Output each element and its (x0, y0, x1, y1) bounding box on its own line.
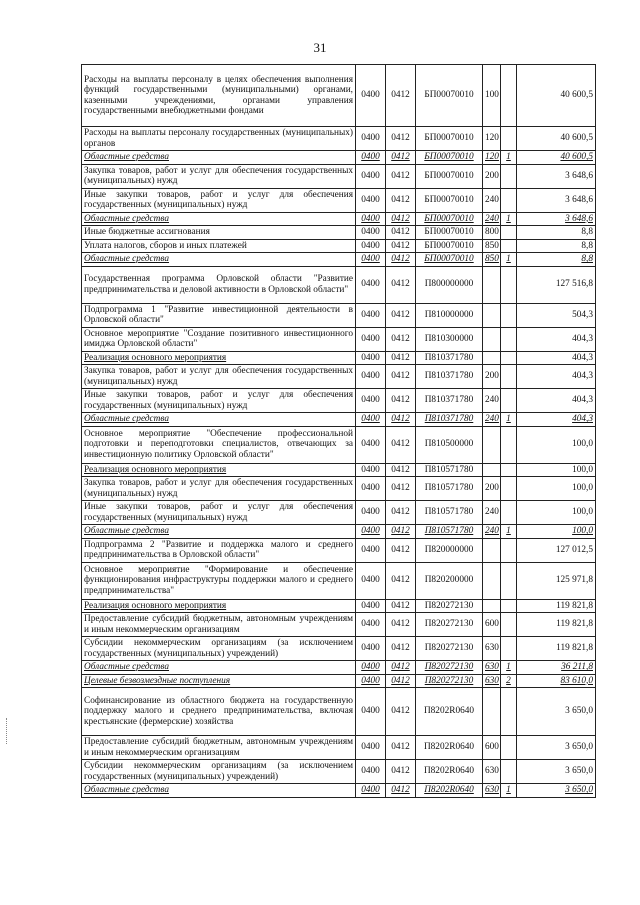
row-name: Иные закупки товаров, работ и услуг для обеспечения государственных (муниципальных) нужд (82, 188, 356, 212)
row-subsection-code: 0412 (386, 351, 416, 365)
row-section-code: 0400 (356, 327, 386, 351)
row-funding-source (501, 736, 517, 760)
row-expense-type: 240 (483, 501, 501, 525)
row-expense-type (483, 562, 501, 599)
row-section-code: 0400 (356, 226, 386, 240)
row-name: Целевые безвозмездные поступления (82, 674, 356, 688)
row-funding-source (501, 389, 517, 413)
row-name: Областные средства (82, 525, 356, 539)
row-funding-source (501, 562, 517, 599)
row-funding-source (501, 188, 517, 212)
row-name: Иные закупки товаров, работ и услуг для обеспечения государственных (муниципальных) нужд (82, 501, 356, 525)
row-expense-type: 600 (483, 613, 501, 637)
row-expense-type: 600 (483, 736, 501, 760)
table-row (82, 365, 596, 389)
row-amount: 119 821,8 (517, 613, 596, 637)
row-funding-source (501, 613, 517, 637)
row-subsection-code: 0412 (386, 613, 416, 637)
row-amount: 125 971,8 (517, 562, 596, 599)
row-section-code: 0400 (356, 212, 386, 226)
row-expense-type (483, 426, 501, 463)
row-target-article: П810571780 (416, 477, 483, 501)
table-row (82, 164, 596, 188)
table-row (82, 661, 596, 675)
row-amount: 8,8 (517, 239, 596, 253)
row-expense-type: 200 (483, 477, 501, 501)
row-subsection-code: 0412 (386, 151, 416, 165)
row-expense-type: 630 (483, 637, 501, 661)
row-target-article: БП00070010 (416, 239, 483, 253)
row-funding-source (501, 760, 517, 784)
row-name: Государственная программа Орловской области "Развитие предпринимательства и деловой активности в Орловской области" (82, 266, 356, 303)
row-expense-type: 200 (483, 365, 501, 389)
row-amount: 100,0 (517, 463, 596, 477)
row-subsection-code: 0412 (386, 661, 416, 675)
row-target-article: П820272130 (416, 613, 483, 637)
row-subsection-code: 0412 (386, 501, 416, 525)
row-name: Реализация основного мероприятия (82, 351, 356, 365)
row-amount: 504,3 (517, 303, 596, 327)
row-target-article: П820200000 (416, 562, 483, 599)
row-amount: 404,3 (517, 327, 596, 351)
table-row (82, 688, 596, 736)
row-name: Иные бюджетные ассигнования (82, 226, 356, 240)
row-subsection-code: 0412 (386, 674, 416, 688)
table-row (82, 239, 596, 253)
row-subsection-code: 0412 (386, 389, 416, 413)
row-name: Областные средства (82, 661, 356, 675)
row-amount: 3 650,0 (517, 760, 596, 784)
row-section-code: 0400 (356, 538, 386, 562)
row-target-article: БП00070010 (416, 164, 483, 188)
row-amount: 404,3 (517, 365, 596, 389)
row-name: Областные средства (82, 413, 356, 427)
row-section-code: 0400 (356, 637, 386, 661)
row-amount: 3 650,0 (517, 736, 596, 760)
row-target-article: П810500000 (416, 426, 483, 463)
row-subsection-code: 0412 (386, 760, 416, 784)
row-amount: 40 600,5 (517, 127, 596, 151)
row-section-code: 0400 (356, 389, 386, 413)
table-row (82, 327, 596, 351)
row-funding-source (501, 266, 517, 303)
table-row (82, 637, 596, 661)
row-subsection-code: 0412 (386, 426, 416, 463)
row-subsection-code: 0412 (386, 127, 416, 151)
row-funding-source (501, 65, 517, 127)
row-expense-type: 240 (483, 389, 501, 413)
table-row (82, 212, 596, 226)
row-expense-type (483, 303, 501, 327)
row-section-code: 0400 (356, 599, 386, 613)
row-name: Софинансирование из областного бюджета на государственную поддержку малого и среднего предпринимательства, включая крестьянские (фермерские) хозяйства (82, 688, 356, 736)
row-expense-type (483, 688, 501, 736)
row-funding-source: 1 (501, 212, 517, 226)
row-subsection-code: 0412 (386, 239, 416, 253)
table-row (82, 351, 596, 365)
row-target-article: П820000000 (416, 538, 483, 562)
table-row (82, 501, 596, 525)
row-subsection-code: 0412 (386, 253, 416, 267)
row-name: Основное мероприятие "Формирование и обеспечение функционирования инфраструктуры поддержки малого и среднего предпринимательства" (82, 562, 356, 599)
row-section-code: 0400 (356, 463, 386, 477)
budget-table-body (82, 65, 596, 798)
row-section-code: 0400 (356, 426, 386, 463)
row-section-code: 0400 (356, 65, 386, 127)
row-subsection-code: 0412 (386, 525, 416, 539)
row-subsection-code: 0412 (386, 463, 416, 477)
row-funding-source (501, 538, 517, 562)
row-name: Предоставление субсидий бюджетным, автономным учреждениям и иным некоммерческим организациям (82, 736, 356, 760)
row-amount: 100,0 (517, 477, 596, 501)
row-section-code: 0400 (356, 562, 386, 599)
row-funding-source: 1 (501, 413, 517, 427)
row-target-article: БП00070010 (416, 65, 483, 127)
row-funding-source (501, 327, 517, 351)
row-subsection-code: 0412 (386, 303, 416, 327)
table-row (82, 127, 596, 151)
row-subsection-code: 0412 (386, 212, 416, 226)
table-row (82, 266, 596, 303)
table-row (82, 188, 596, 212)
row-section-code: 0400 (356, 164, 386, 188)
row-expense-type (483, 463, 501, 477)
row-name: Закупка товаров, работ и услуг для обеспечения государственных (муниципальных) нужд (82, 477, 356, 501)
row-funding-source: 1 (501, 525, 517, 539)
row-section-code: 0400 (356, 760, 386, 784)
row-name: Расходы на выплаты персоналу в целях обеспечения выполнения функций государственными (муниципальными) органами, казенными учреждениями, органами управления государственными внебюджетными фондами (82, 65, 356, 127)
row-funding-source (501, 637, 517, 661)
table-row (82, 65, 596, 127)
row-funding-source: 1 (501, 784, 517, 798)
row-funding-source: 1 (501, 661, 517, 675)
row-funding-source (501, 164, 517, 188)
row-section-code: 0400 (356, 613, 386, 637)
row-subsection-code: 0412 (386, 562, 416, 599)
row-section-code: 0400 (356, 661, 386, 675)
table-row (82, 477, 596, 501)
row-subsection-code: 0412 (386, 365, 416, 389)
row-amount: 119 821,8 (517, 599, 596, 613)
table-row (82, 784, 596, 798)
table-row (82, 599, 596, 613)
table-row (82, 613, 596, 637)
row-target-article: П810371780 (416, 413, 483, 427)
row-funding-source (501, 688, 517, 736)
row-subsection-code: 0412 (386, 327, 416, 351)
table-row (82, 413, 596, 427)
row-name: Основное мероприятие "Создание позитивного инвестиционного имиджа Орловской области" (82, 327, 356, 351)
row-funding-source (501, 127, 517, 151)
row-name: Областные средства (82, 253, 356, 267)
row-amount: 3 650,0 (517, 688, 596, 736)
row-section-code: 0400 (356, 736, 386, 760)
row-section-code: 0400 (356, 688, 386, 736)
table-row (82, 226, 596, 240)
row-target-article: П810571780 (416, 463, 483, 477)
row-expense-type: 240 (483, 413, 501, 427)
row-target-article: П820272130 (416, 661, 483, 675)
row-expense-type: 120 (483, 151, 501, 165)
row-amount: 36 211,8 (517, 661, 596, 675)
table-row (82, 426, 596, 463)
row-section-code: 0400 (356, 477, 386, 501)
row-section-code: 0400 (356, 365, 386, 389)
row-subsection-code: 0412 (386, 538, 416, 562)
table-row (82, 303, 596, 327)
row-section-code: 0400 (356, 303, 386, 327)
row-name: Областные средства (82, 151, 356, 165)
row-name: Реализация основного мероприятия (82, 463, 356, 477)
row-name: Основное мероприятие "Обеспечение профессиональной подготовки и переподготовки специалистов, отвечающих за инвестиционную политику Орловской области" (82, 426, 356, 463)
row-expense-type: 240 (483, 525, 501, 539)
row-target-article: П810371780 (416, 365, 483, 389)
table-row (82, 151, 596, 165)
row-target-article: П8202R0640 (416, 736, 483, 760)
row-amount: 8,8 (517, 253, 596, 267)
row-expense-type: 630 (483, 784, 501, 798)
row-section-code: 0400 (356, 188, 386, 212)
row-funding-source (501, 463, 517, 477)
row-expense-type: 630 (483, 674, 501, 688)
row-target-article: П8202R0640 (416, 760, 483, 784)
table-row (82, 463, 596, 477)
row-funding-source (501, 226, 517, 240)
row-amount: 3 650,0 (517, 784, 596, 798)
row-target-article: БП00070010 (416, 253, 483, 267)
row-funding-source (501, 426, 517, 463)
row-expense-type: 100 (483, 65, 501, 127)
row-subsection-code: 0412 (386, 688, 416, 736)
row-expense-type (483, 351, 501, 365)
row-amount: 40 600,5 (517, 151, 596, 165)
row-expense-type (483, 599, 501, 613)
row-target-article: БП00070010 (416, 188, 483, 212)
row-target-article: П810371780 (416, 351, 483, 365)
row-funding-source (501, 599, 517, 613)
row-name: Иные закупки товаров, работ и услуг для обеспечения государственных (муниципальных) нужд (82, 389, 356, 413)
row-subsection-code: 0412 (386, 188, 416, 212)
table-row (82, 562, 596, 599)
row-expense-type (483, 266, 501, 303)
row-target-article: БП00070010 (416, 151, 483, 165)
table-row (82, 736, 596, 760)
row-target-article: П810300000 (416, 327, 483, 351)
row-section-code: 0400 (356, 351, 386, 365)
row-funding-source (501, 477, 517, 501)
row-expense-type (483, 327, 501, 351)
row-expense-type (483, 538, 501, 562)
row-amount: 3 648,6 (517, 164, 596, 188)
row-section-code: 0400 (356, 151, 386, 165)
row-subsection-code: 0412 (386, 266, 416, 303)
row-subsection-code: 0412 (386, 736, 416, 760)
row-amount: 404,3 (517, 413, 596, 427)
row-subsection-code: 0412 (386, 164, 416, 188)
row-section-code: 0400 (356, 127, 386, 151)
row-section-code: 0400 (356, 266, 386, 303)
row-expense-type: 850 (483, 253, 501, 267)
table-row (82, 389, 596, 413)
row-expense-type: 240 (483, 212, 501, 226)
row-name: Реализация основного мероприятия (82, 599, 356, 613)
row-target-article: П800000000 (416, 266, 483, 303)
row-amount: 119 821,8 (517, 637, 596, 661)
row-amount: 100,0 (517, 426, 596, 463)
row-name: Уплата налогов, сборов и иных платежей (82, 239, 356, 253)
row-section-code: 0400 (356, 501, 386, 525)
row-subsection-code: 0412 (386, 65, 416, 127)
row-name: Подпрограмма 1 "Развитие инвестиционной деятельности в Орловской области" (82, 303, 356, 327)
row-target-article: П810571780 (416, 525, 483, 539)
row-target-article: П820272130 (416, 637, 483, 661)
row-section-code: 0400 (356, 413, 386, 427)
row-target-article: П820272130 (416, 674, 483, 688)
row-target-article: БП00070010 (416, 127, 483, 151)
budget-table (81, 64, 596, 798)
row-name: Субсидии некоммерческим организациям (за исключением государственных (муниципальных) учреждений) (82, 637, 356, 661)
row-amount: 40 600,5 (517, 65, 596, 127)
margin-scan-marks (6, 718, 11, 744)
row-subsection-code: 0412 (386, 784, 416, 798)
row-funding-source (501, 365, 517, 389)
row-name: Предоставление субсидий бюджетным, автономным учреждениям и иным некоммерческим организациям (82, 613, 356, 637)
row-amount: 404,3 (517, 351, 596, 365)
page-number: 31 (313, 40, 327, 55)
row-expense-type: 630 (483, 661, 501, 675)
row-name: Расходы на выплаты персоналу государственных (муниципальных) органов (82, 127, 356, 151)
row-amount: 100,0 (517, 501, 596, 525)
row-expense-type: 850 (483, 239, 501, 253)
row-target-article: П810000000 (416, 303, 483, 327)
row-expense-type: 630 (483, 760, 501, 784)
row-target-article: П810371780 (416, 389, 483, 413)
row-target-article: П820272130 (416, 599, 483, 613)
row-name: Областные средства (82, 784, 356, 798)
row-name: Закупка товаров, работ и услуг для обеспечения государственных (муниципальных) нужд (82, 164, 356, 188)
row-funding-source: 1 (501, 151, 517, 165)
row-subsection-code: 0412 (386, 599, 416, 613)
row-funding-source: 2 (501, 674, 517, 688)
row-expense-type: 800 (483, 226, 501, 240)
row-expense-type: 240 (483, 188, 501, 212)
row-section-code: 0400 (356, 674, 386, 688)
row-name: Закупка товаров, работ и услуг для обеспечения государственных (муниципальных) нужд (82, 365, 356, 389)
row-funding-source (501, 501, 517, 525)
row-amount: 127 516,8 (517, 266, 596, 303)
row-section-code: 0400 (356, 784, 386, 798)
row-target-article: БП00070010 (416, 212, 483, 226)
row-funding-source (501, 303, 517, 327)
row-amount: 83 610,0 (517, 674, 596, 688)
row-target-article: П8202R0640 (416, 688, 483, 736)
row-amount: 3 648,6 (517, 212, 596, 226)
row-subsection-code: 0412 (386, 477, 416, 501)
row-expense-type: 120 (483, 127, 501, 151)
row-amount: 127 012,5 (517, 538, 596, 562)
row-subsection-code: 0412 (386, 413, 416, 427)
row-target-article: П8202R0640 (416, 784, 483, 798)
row-amount: 3 648,6 (517, 188, 596, 212)
row-funding-source (501, 239, 517, 253)
table-row (82, 760, 596, 784)
row-expense-type: 200 (483, 164, 501, 188)
row-amount: 404,3 (517, 389, 596, 413)
row-name: Подпрограмма 2 "Развитие и поддержка малого и среднего предпринимательства в Орловской области" (82, 538, 356, 562)
table-row (82, 525, 596, 539)
table-row (82, 538, 596, 562)
row-name: Субсидии некоммерческим организациям (за исключением государственных (муниципальных) учреждений) (82, 760, 356, 784)
table-row (82, 674, 596, 688)
row-amount: 8,8 (517, 226, 596, 240)
row-section-code: 0400 (356, 253, 386, 267)
row-target-article: П810571780 (416, 501, 483, 525)
row-amount: 100,0 (517, 525, 596, 539)
row-funding-source (501, 351, 517, 365)
row-target-article: БП00070010 (416, 226, 483, 240)
table-row (82, 253, 596, 267)
row-subsection-code: 0412 (386, 637, 416, 661)
row-subsection-code: 0412 (386, 226, 416, 240)
row-section-code: 0400 (356, 239, 386, 253)
row-funding-source: 1 (501, 253, 517, 267)
row-name: Областные средства (82, 212, 356, 226)
row-section-code: 0400 (356, 525, 386, 539)
